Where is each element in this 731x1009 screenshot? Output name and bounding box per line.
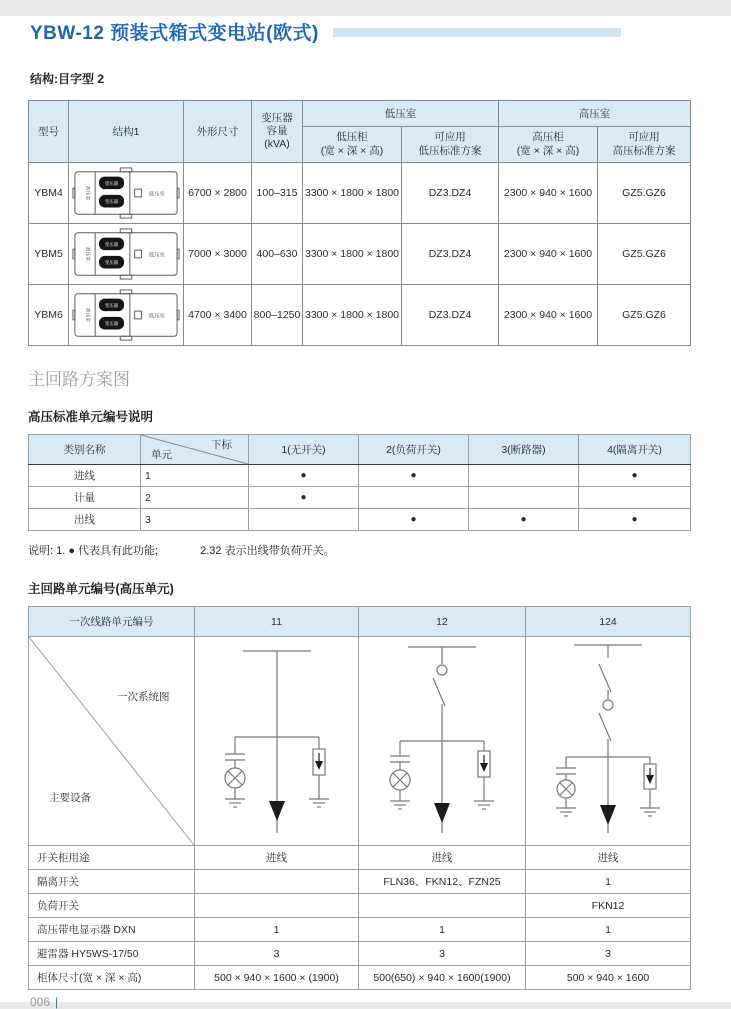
value-cell [195, 870, 359, 894]
unit-number-cell: 3 [141, 509, 249, 531]
col-header-hv-cabinet: 高压柜 (宽 × 深 × 高) [499, 127, 598, 163]
table-row [29, 918, 691, 942]
model-cell: YBM4 [29, 163, 69, 224]
col-header-unit-12: 12 [359, 607, 526, 637]
col-header-unit-code: 一次线路单元编号 [29, 607, 195, 637]
value-cell: FLN36、FKN12、FZN25 [359, 870, 526, 894]
title-accent-bar [333, 28, 621, 37]
col-header-lv-cabinet: 低压柜 (宽 × 深 × 高) [303, 127, 402, 163]
capacity-cell: 400–630 [252, 224, 303, 285]
col-header-load-switch: 2(负荷开关) [359, 435, 469, 465]
hv-cabinet-cell: 2300 × 940 × 1600 [499, 224, 598, 285]
value-cell: 1 [195, 918, 359, 942]
page-title: YBW-12 预装式箱式变电站(欧式) [30, 22, 319, 44]
value-cell: 进线 [195, 846, 359, 870]
value-cell [195, 894, 359, 918]
capacity-cell: 800–1250 [252, 285, 303, 346]
table-row [29, 942, 691, 966]
lv-plan-cell: DZ3.DZ4 [402, 285, 499, 346]
category-cell: 计量 [29, 487, 141, 509]
group-header-hv-room: 高压室 [499, 101, 691, 127]
dot-cell [469, 465, 579, 487]
col-header-breaker: 3(断路器) [469, 435, 579, 465]
page-footer [30, 995, 731, 1009]
svg-text:低压室: 低压室 [148, 191, 165, 198]
circuit-cell-124 [526, 637, 691, 846]
dot-cell [579, 487, 691, 509]
diagonal-label-unit: 单元 [151, 449, 172, 461]
diagonal-line [29, 637, 194, 845]
structure-cell [69, 163, 184, 224]
category-cell: 进线 [29, 465, 141, 487]
dot-cell: ● [249, 465, 359, 487]
svg-text:低压室: 低压室 [148, 313, 165, 320]
hv-plan-cell: GZ5.GZ6 [598, 163, 691, 224]
value-cell: 进线 [526, 846, 691, 870]
dot-cell [249, 509, 359, 531]
dimensions-cell: 7000 × 3000 [184, 224, 252, 285]
dot-cell: ● [579, 465, 691, 487]
circuit-diagram-unit-124 [526, 637, 690, 845]
value-cell: 1 [526, 870, 691, 894]
dot-cell: ● [579, 509, 691, 531]
value-cell: 3 [526, 942, 691, 966]
subsection-hv-unit-note: 高压标准单元编号说明 [28, 410, 154, 424]
diagonal-header-cell [141, 435, 249, 465]
structure-cell [69, 224, 184, 285]
circuit-diagram-unit-11 [195, 637, 359, 845]
substation-layout-diagram [72, 287, 180, 343]
value-cell: 3 [359, 942, 526, 966]
dot-cell: ● [359, 509, 469, 531]
catalog-page [0, 16, 731, 1009]
dot-cell: ● [359, 465, 469, 487]
col-header-disconnector: 4(隔离开关) [579, 435, 691, 465]
table-row [29, 224, 691, 285]
substation-layout-diagram [72, 165, 180, 221]
table-row [29, 487, 691, 509]
col-header-unit-124: 124 [526, 607, 691, 637]
unit-number-cell: 2 [141, 487, 249, 509]
col-header-lv-plan: 可应用 低压标准方案 [402, 127, 499, 163]
svg-text:变压器: 变压器 [104, 302, 119, 308]
svg-text:变压器: 变压器 [104, 260, 119, 266]
footer-separator: | [55, 995, 59, 1009]
col-header-unit-11: 11 [195, 607, 359, 637]
value-cell: 进线 [359, 846, 526, 870]
row-label: 高压带电显示器 DXN [29, 918, 195, 942]
circuit-diagram-unit-12 [360, 637, 524, 845]
lv-cabinet-cell: 3300 × 1800 × 1800 [303, 285, 402, 346]
dimensions-cell: 4700 × 3400 [184, 285, 252, 346]
model-cell: YBM6 [29, 285, 69, 346]
col-header-structure: 结构1 [69, 101, 184, 163]
svg-text:高压室: 高压室 [84, 307, 90, 323]
lv-cabinet-cell: 3300 × 1800 × 1800 [303, 163, 402, 224]
row-label: 负荷开关 [29, 894, 195, 918]
main-equipment-label: 主要设备 [49, 792, 91, 804]
dot-cell: ● [469, 509, 579, 531]
hv-cabinet-cell: 2300 × 940 × 1600 [499, 163, 598, 224]
category-cell: 出线 [29, 509, 141, 531]
col-header-category: 类别名称 [29, 435, 141, 465]
row-label: 避雷器 HY5WS-17/50 [29, 942, 195, 966]
dot-cell [469, 487, 579, 509]
table-row [29, 870, 691, 894]
svg-text:变压器: 变压器 [104, 180, 119, 186]
model-cell: YBM5 [29, 224, 69, 285]
lv-cabinet-cell: 3300 × 1800 × 1800 [303, 224, 402, 285]
svg-text:高压室: 高压室 [84, 246, 90, 262]
table-row [29, 846, 691, 870]
dimensions-cell: 6700 × 2800 [184, 163, 252, 224]
row-label: 隔离开关 [29, 870, 195, 894]
dot-cell: ● [249, 487, 359, 509]
table-row [29, 966, 691, 990]
system-diagram-label: 一次系统图 [117, 691, 170, 703]
circuit-cell-11 [195, 637, 359, 846]
hv-plan-cell: GZ5.GZ6 [598, 224, 691, 285]
note-part-1: 说明: 1. ● 代表具有此功能; [28, 545, 159, 557]
legend-note [28, 542, 731, 558]
value-cell: 3 [195, 942, 359, 966]
table-row [29, 894, 691, 918]
table-row [29, 509, 691, 531]
circuit-unit-table [28, 606, 691, 990]
spec-table [28, 100, 691, 346]
value-cell: 1 [359, 918, 526, 942]
row-label: 开关柜用途 [29, 846, 195, 870]
svg-text:变压器: 变压器 [104, 321, 119, 327]
col-header-dimensions: 外形尺寸 [184, 101, 252, 163]
unit-legend-table [28, 434, 691, 531]
dot-cell [359, 487, 469, 509]
svg-text:变压器: 变压器 [104, 241, 119, 247]
hv-cabinet-cell: 2300 × 940 × 1600 [499, 285, 598, 346]
substation-layout-diagram [72, 226, 180, 282]
group-header-lv-room: 低压室 [303, 101, 499, 127]
svg-text:高压室: 高压室 [84, 185, 90, 201]
svg-text:低压室: 低压室 [148, 252, 165, 259]
value-cell: 500 × 940 × 1600 [526, 966, 691, 990]
structure-cell [69, 285, 184, 346]
section-title-main-circuit: 主回路方案图 [28, 370, 130, 389]
circuit-cell-12 [359, 637, 526, 846]
svg-text:变压器: 变压器 [104, 199, 119, 205]
row-label: 柜体尺寸(宽 × 深 × 高) [29, 966, 195, 990]
subsection-unit-numbering: 主回路单元编号(高压单元) [28, 582, 174, 596]
diagram-row [29, 637, 691, 846]
capacity-cell: 100–315 [252, 163, 303, 224]
col-header-model: 型号 [29, 101, 69, 163]
table-row [29, 465, 691, 487]
table-row [29, 163, 691, 224]
unit-number-cell: 1 [141, 465, 249, 487]
diagram-legend-cell [29, 637, 195, 846]
title-row [30, 16, 731, 46]
value-cell: 500(650) × 940 × 1600(1900) [359, 966, 526, 990]
value-cell: 500 × 940 × 1600 × (1900) [195, 966, 359, 990]
page-number: 006 [30, 995, 51, 1009]
lv-plan-cell: DZ3.DZ4 [402, 224, 499, 285]
note-part-2: 2.32 表示出线带负荷开关。 [200, 545, 335, 557]
table-row [29, 285, 691, 346]
hv-plan-cell: GZ5.GZ6 [598, 285, 691, 346]
value-cell: 1 [526, 918, 691, 942]
col-header-hv-plan: 可应用 高压标准方案 [598, 127, 691, 163]
diagonal-label-subscript: 下标 [211, 439, 232, 451]
value-cell: FKN12 [526, 894, 691, 918]
col-header-capacity: 变压器 容量 (kVA) [252, 101, 303, 163]
value-cell [359, 894, 526, 918]
col-header-no-switch: 1(无开关) [249, 435, 359, 465]
structure-type-label: 结构:目字型 2 [30, 72, 105, 86]
lv-plan-cell: DZ3.DZ4 [402, 163, 499, 224]
